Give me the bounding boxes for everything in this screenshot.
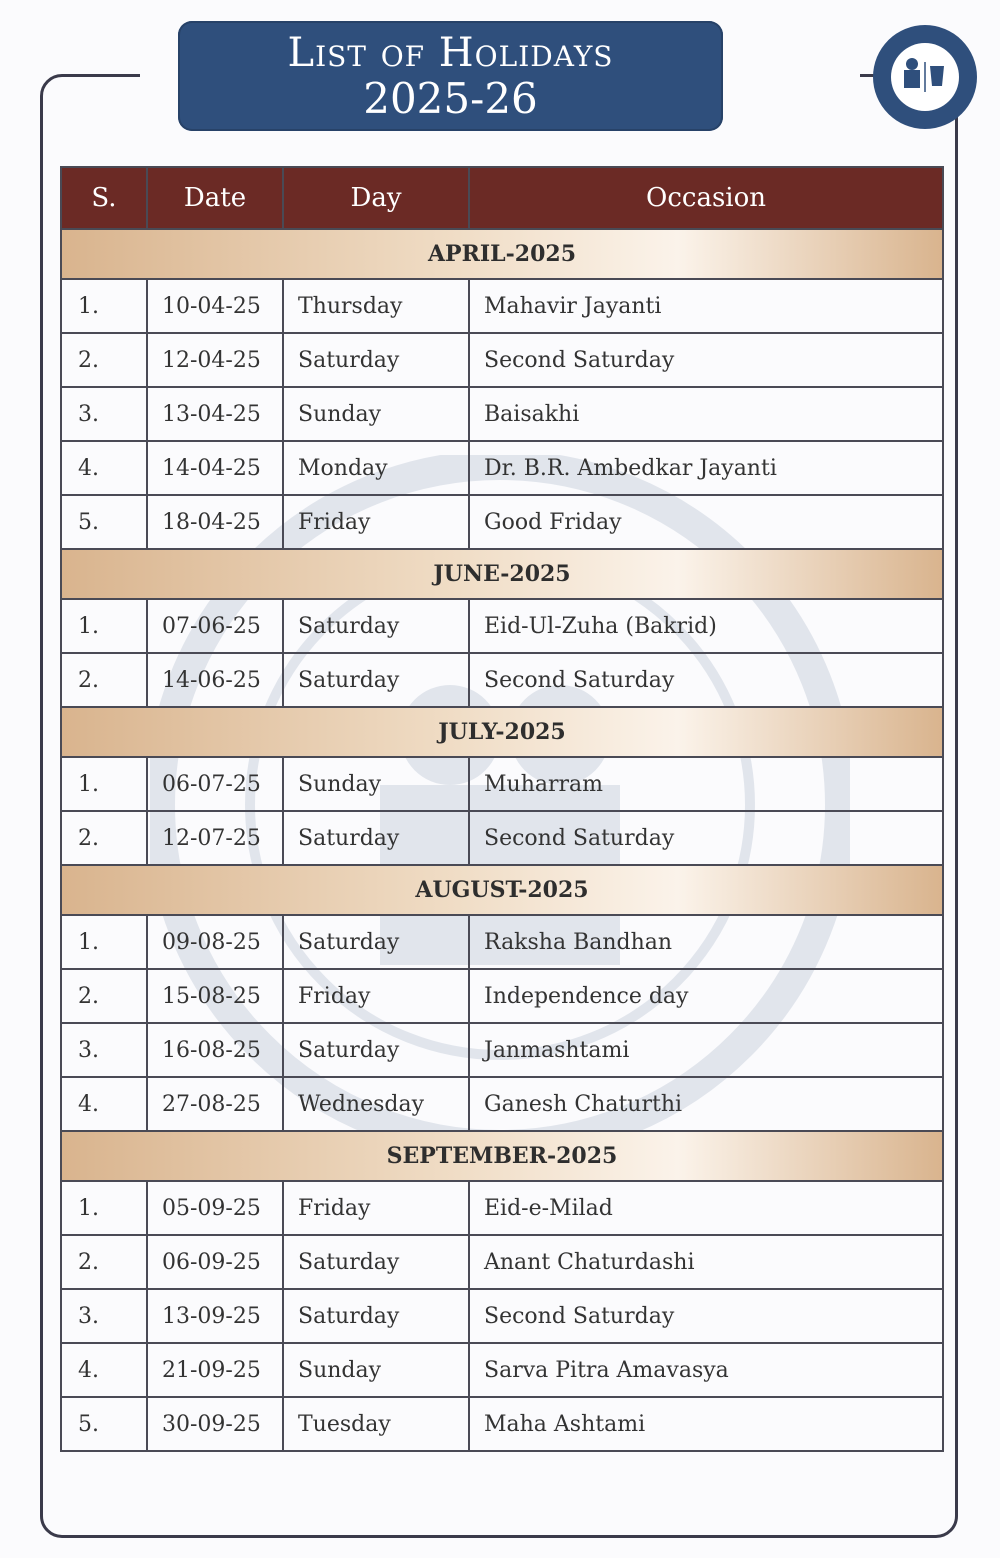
table-row: 4. 27-08-25 Wednesday Ganesh Chaturthi (61, 1077, 943, 1131)
month-label: AUGUST-2025 (61, 865, 943, 915)
month-row-june (61, 549, 943, 599)
holiday-table (60, 166, 944, 1452)
header-day: Day (283, 167, 469, 229)
table-row: 2. 14-06-25 Saturday Second Saturday (61, 653, 943, 707)
table-header-row (61, 167, 943, 229)
table-row: 2. 06-09-25 Saturday Anant Chaturdashi (61, 1235, 943, 1289)
table-row: 3. 16-08-25 Saturday Janmashtami (61, 1023, 943, 1077)
month-label: JULY-2025 (61, 707, 943, 757)
table-row: 5. 30-09-25 Tuesday Maha Ashtami (61, 1397, 943, 1451)
table-row: 1. 05-09-25 Friday Eid-e-Milad (61, 1181, 943, 1235)
table-row: 1. 09-08-25 Saturday Raksha Bandhan (61, 915, 943, 969)
month-label: JUNE-2025 (61, 549, 943, 599)
table-row: 1. 06-07-25 Sunday Muharram (61, 757, 943, 811)
month-label: APRIL-2025 (61, 229, 943, 279)
table-row: 1. 10-04-25 Thursday Mahavir Jayanti (61, 279, 943, 333)
table-row: 2. 15-08-25 Friday Independence day (61, 969, 943, 1023)
header-sno: S. (61, 167, 147, 229)
month-row-september (61, 1131, 943, 1181)
table-row: 4. 21-09-25 Sunday Sarva Pitra Amavasya (61, 1343, 943, 1397)
table-row: 3. 13-04-25 Sunday Baisakhi (61, 387, 943, 441)
month-row-august (61, 865, 943, 915)
table-row: 1. 07-06-25 Saturday Eid-Ul-Zuha (Bakrid) (61, 599, 943, 653)
academic-year: 2025-26 (363, 74, 538, 123)
table-row: 3. 13-09-25 Saturday Second Saturday (61, 1289, 943, 1343)
title-banner (178, 21, 723, 131)
month-label: SEPTEMBER-2025 (61, 1131, 943, 1181)
table-row: 5. 18-04-25 Friday Good Friday (61, 495, 943, 549)
header-date: Date (147, 167, 283, 229)
header-occasion: Occasion (469, 167, 943, 229)
table-row: 2. 12-04-25 Saturday Second Saturday (61, 333, 943, 387)
month-row-july (61, 707, 943, 757)
table-row: 4. 14-04-25 Monday Dr. B.R. Ambedkar Jayanti (61, 441, 943, 495)
table-row: 2. 12-07-25 Saturday Second Saturday (61, 811, 943, 865)
page-title: List of Holidays (287, 30, 614, 76)
school-logo (860, 22, 990, 132)
month-row-april (61, 229, 943, 279)
